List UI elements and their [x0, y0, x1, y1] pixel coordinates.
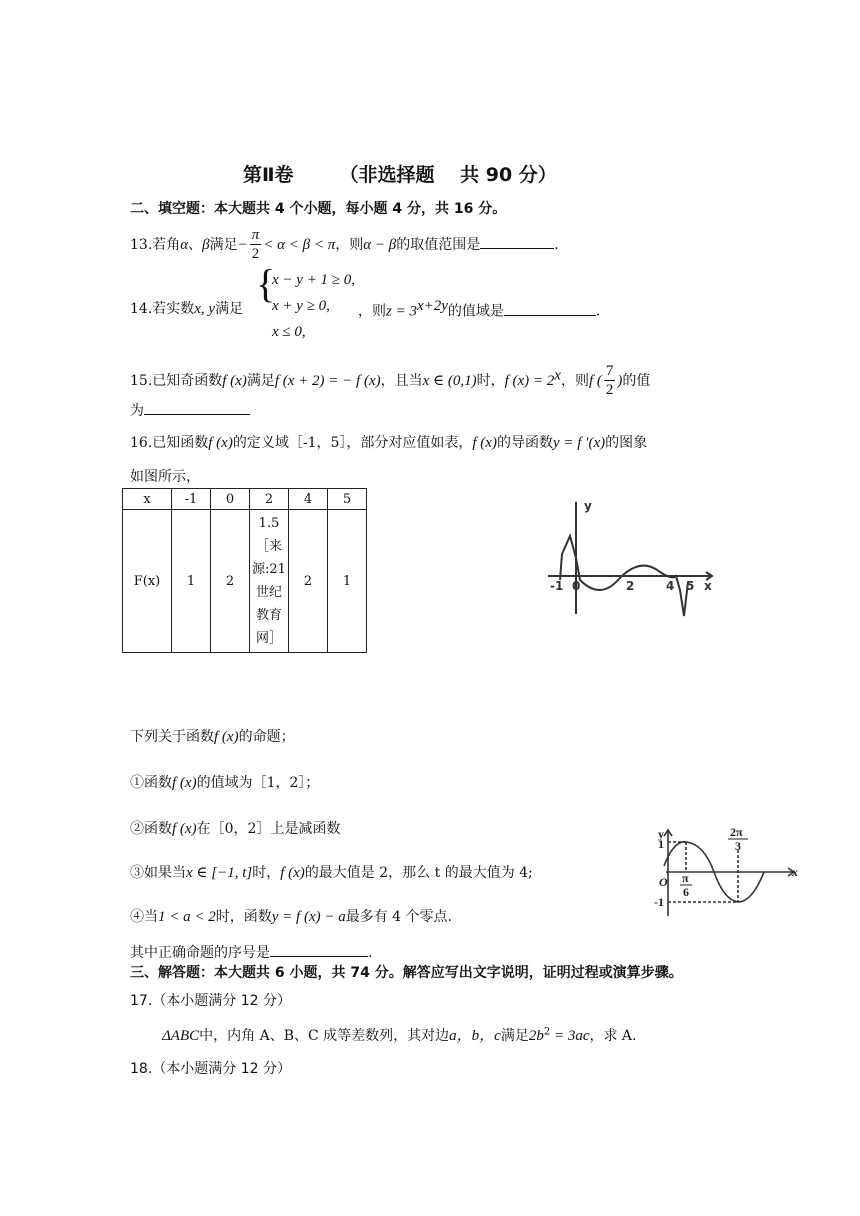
answer-blank-15[interactable]	[144, 402, 250, 415]
table-cell-source: 1.5［来源:21世纪教育网］	[252, 516, 286, 646]
sine-2pi3-den: 3	[735, 839, 741, 853]
section-2-title: 二、填空题：本大题共 4 个小题，每小题 4 分，共 16 分。	[130, 201, 507, 217]
proposition-3: ③如果当x ∈ [−1, t]时，f (x)的最大值是 2，那么 t 的最大值为 4;	[130, 865, 533, 881]
table-row: F(x) 1 2 1.5［来源:21世纪教育网］ 2 1	[123, 510, 367, 653]
brace-icon: {	[256, 261, 276, 306]
sine-one: 1	[658, 837, 664, 851]
part-title: 第Ⅱ卷 （非选择题 共 90 分）	[243, 164, 557, 186]
proposition-4: ④当1 < a < 2时，函数y = f (x) − a最多有 4 个零点.	[130, 909, 452, 925]
tick-5: 5	[686, 579, 695, 593]
sine-pi6-den: 6	[683, 885, 689, 899]
answer-blank-14[interactable]	[504, 303, 596, 316]
sine-graph	[646, 820, 800, 920]
x-label: x	[704, 579, 712, 593]
answer-blank-16[interactable]	[270, 944, 368, 957]
question-17-head: 17.（本小题满分 12 分）	[130, 993, 291, 1009]
proposition-2: ②函数f (x)在［0，2］上是减函数	[130, 821, 341, 837]
question-16-line2: 如图所示，	[130, 469, 200, 485]
tick-2: 2	[626, 579, 635, 593]
constraint-1: x − y + 1 ≥ 0,	[272, 272, 356, 288]
tick-4: 4	[666, 579, 675, 593]
answer-line-16: 其中正确命题的序号是 .	[130, 945, 373, 961]
sine-pi6-num: π	[682, 871, 689, 885]
section-3-title: 三、解答题：本大题共 6 小题，共 74 分。解答应写出文字说明，证明过程或演算步骤。	[130, 965, 683, 981]
sine-origin: O	[659, 875, 668, 889]
tick-m1: -1	[550, 579, 564, 593]
tick-0: 0	[572, 579, 581, 593]
question-14-label: 14.若实数x, y满足	[130, 301, 244, 317]
propositions-prompt: 下列关于函数f (x)的命题；	[130, 729, 295, 745]
sine-y-label: y	[658, 827, 664, 841]
answer-blank-13[interactable]	[480, 236, 554, 249]
question-16: 16.已知函数f (x)的定义域［-1，5］，部分对应值如表，f (x)的导函数y = f ′(x)的图象	[130, 435, 648, 451]
question-15-line2: 为	[130, 400, 250, 420]
value-table	[122, 488, 367, 653]
question-18-head: 18.（本小题满分 12 分）	[130, 1061, 291, 1077]
question-14-tail: ，则$z = 3^{x+2y}$的值域是 .	[358, 298, 601, 320]
question-15: 15.已知奇函数f (x)满足f (x + 2) = − f (x)，且当x ∈ (0,1)时，f $(x) = 2^x$，则f ( $\frac{7}{2}$ )的值	[130, 363, 651, 398]
constraint-3: x ≤ 0,	[272, 324, 306, 340]
sine-x-label: x	[792, 865, 798, 879]
derivative-graph	[540, 496, 720, 620]
sine-neg1: -1	[654, 895, 664, 909]
table-header-row: x -1 0 2 4 5	[123, 489, 367, 510]
constraint-2: x + y ≥ 0,	[272, 298, 330, 314]
y-label: y	[584, 499, 592, 513]
question-13: 13.若角α、β满足− $\frac{\pi}{2}$ < α < β < π，则α − β的取值范围是 .	[130, 227, 559, 262]
sine-2pi3-num: 2π	[730, 825, 743, 839]
question-17-body: ΔABC中，内角 A、B、C 成等差数列，其对边a，b，c满足$2b^2 = 3ac$，求 A.	[162, 1026, 637, 1044]
proposition-1: ①函数f (x)的值域为［1，2］；	[130, 775, 320, 791]
